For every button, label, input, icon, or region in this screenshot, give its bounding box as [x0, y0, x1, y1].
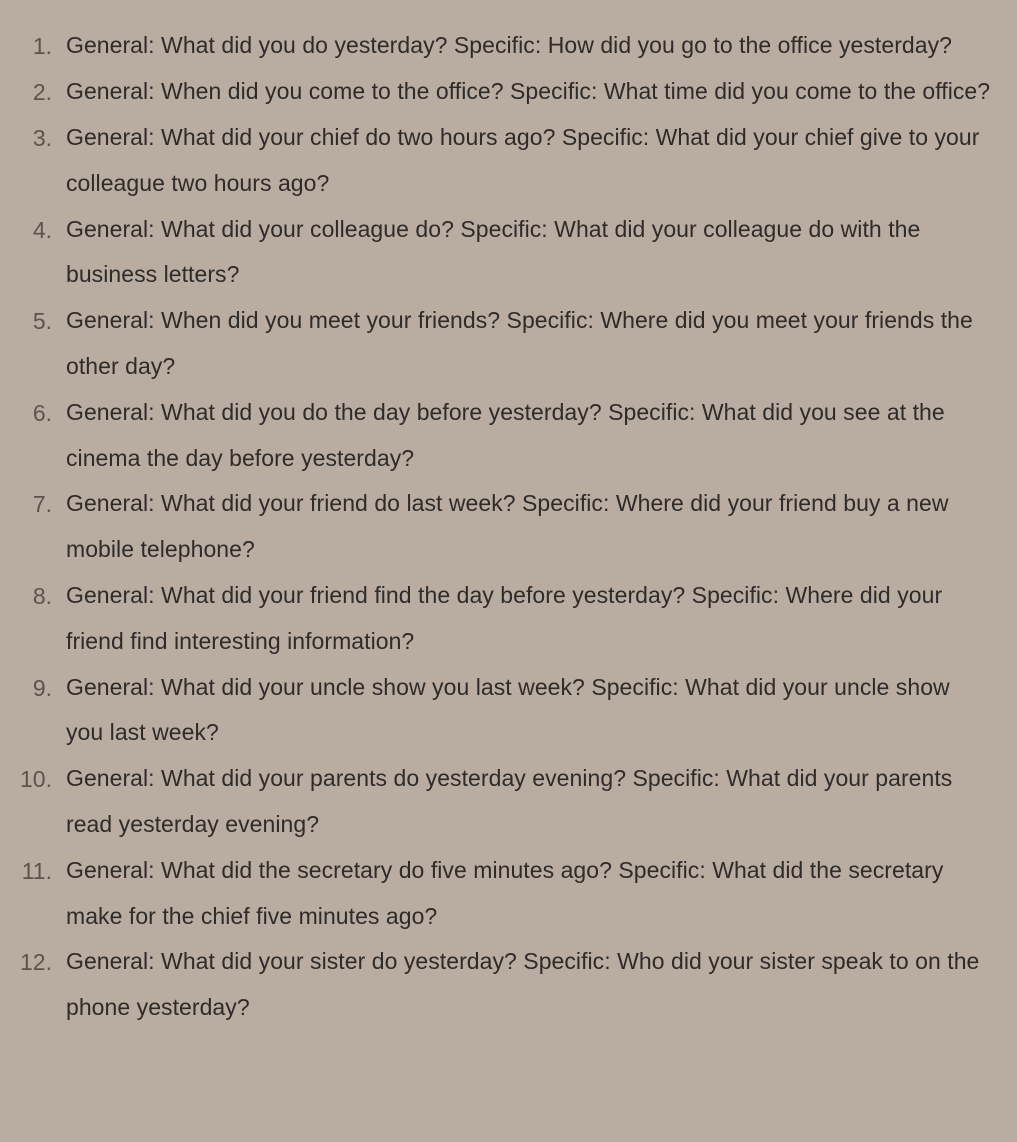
item-number: 10.: [20, 766, 52, 793]
item-text: General: What did your uncle show you last week? Specific: What did your uncle show you last week?: [66, 673, 950, 746]
list-item: [0, 115, 1017, 207]
item-number: 7.: [32, 491, 52, 518]
list-item: [0, 848, 1017, 940]
item-text: General: What did your sister do yesterday? Specific: Who did your sister speak to on the phone yesterday?: [66, 948, 980, 1021]
item-number: 5.: [32, 308, 52, 335]
list-item: [0, 665, 1017, 757]
list-item: [0, 298, 1017, 390]
item-number: 3.: [32, 125, 52, 151]
list-item: [0, 939, 1017, 1031]
item-number: 2.: [32, 79, 52, 105]
item-text: General: What did your friend do last week? Specific: Where did your friend buy a new mobile telephone?: [66, 490, 949, 563]
item-number: 6.: [32, 399, 52, 426]
list-item: [0, 573, 1017, 665]
item-text: General: What did your colleague do? Specific: What did your colleague do with the business letters?: [66, 215, 921, 288]
list-item: [0, 481, 1017, 573]
item-number: 1.: [32, 33, 52, 59]
item-number: 8.: [32, 582, 52, 609]
list-item: [0, 69, 1017, 115]
item-text: General: What did you do the day before yesterday? Specific: What did you see at the cinema the day before yesterday?: [66, 398, 945, 471]
item-number: 9.: [32, 674, 52, 701]
item-text: General: What did your parents do yesterday evening? Specific: What did your parents read yesterday evening?: [66, 765, 953, 837]
item-text: General: When did you come to the office? Specific: What time did you come to the office?: [66, 78, 991, 104]
list-item: [0, 390, 1017, 482]
item-text: General: What did your friend find the day before yesterday? Specific: Where did your friend find interesting information?: [66, 581, 943, 654]
item-text: General: When did you meet your friends? Specific: Where did you meet your friends the other day?: [66, 307, 973, 379]
item-number: 11.: [21, 857, 52, 884]
item-number: 4.: [32, 216, 52, 243]
item-text: General: What did the secretary do five minutes ago? Specific: What did the secretary make for the chief five minutes ago?: [66, 856, 944, 929]
item-number: 12.: [20, 949, 52, 976]
list-item: [0, 23, 1017, 69]
item-text: General: What did you do yesterday? Specific: How did you go to the office yesterday?: [66, 32, 952, 58]
list-item: [0, 207, 1017, 299]
item-text: General: What did your chief do two hours ago? Specific: What did your chief give to your colleague two hours ago?: [66, 124, 980, 196]
list-item: [0, 756, 1017, 848]
